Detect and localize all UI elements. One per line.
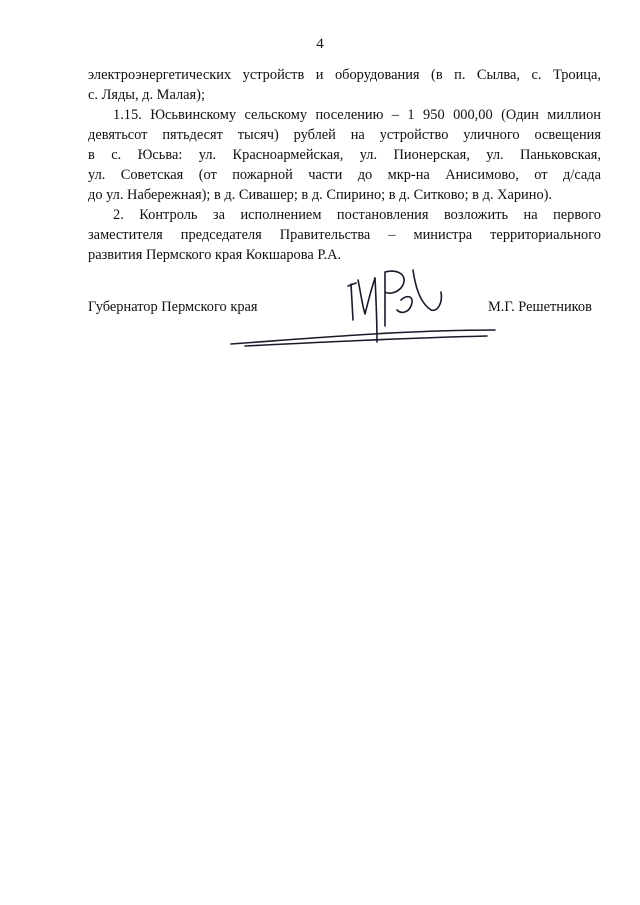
handwritten-signature bbox=[225, 250, 525, 360]
page-number: 4 bbox=[316, 36, 324, 52]
text-line-10: развития Пермского края Кокшарова Р.А. bbox=[88, 247, 342, 263]
text-line-9: заместителя председателя Правительства – министра территориального bbox=[88, 227, 601, 243]
text-line-1: электроэнергетических устройств и оборудования (в п. Сылва, с. Троица, bbox=[88, 67, 601, 83]
text-line-6: ул. Советская (от пожарной части до мкр-на Анисимово, от д/сада bbox=[88, 167, 601, 183]
signatory-position: Губернатор Пермского края bbox=[88, 299, 258, 315]
text-line-8: 2. Контроль за исполнением постановления возложить на первого bbox=[113, 207, 601, 223]
text-line-7: до ул. Набережная); в д. Сивашер; в д. Спирино; в д. Ситково; в д. Харино). bbox=[88, 187, 553, 203]
text-line-2: с. Ляды, д. Малая); bbox=[88, 87, 205, 103]
text-line-4: девятьсот пятьдесят тысяч) рублей на устройство уличного освещения bbox=[88, 127, 601, 143]
signatory-name: М.Г. Решетников bbox=[488, 299, 592, 315]
text-line-3: 1.15. Юсьвинскому сельскому поселению – 1 950 000,00 (Один миллион bbox=[113, 107, 601, 123]
text-line-5: в с. Юсьва: ул. Красноармейская, ул. Пионерская, ул. Паньковская, bbox=[88, 147, 601, 163]
